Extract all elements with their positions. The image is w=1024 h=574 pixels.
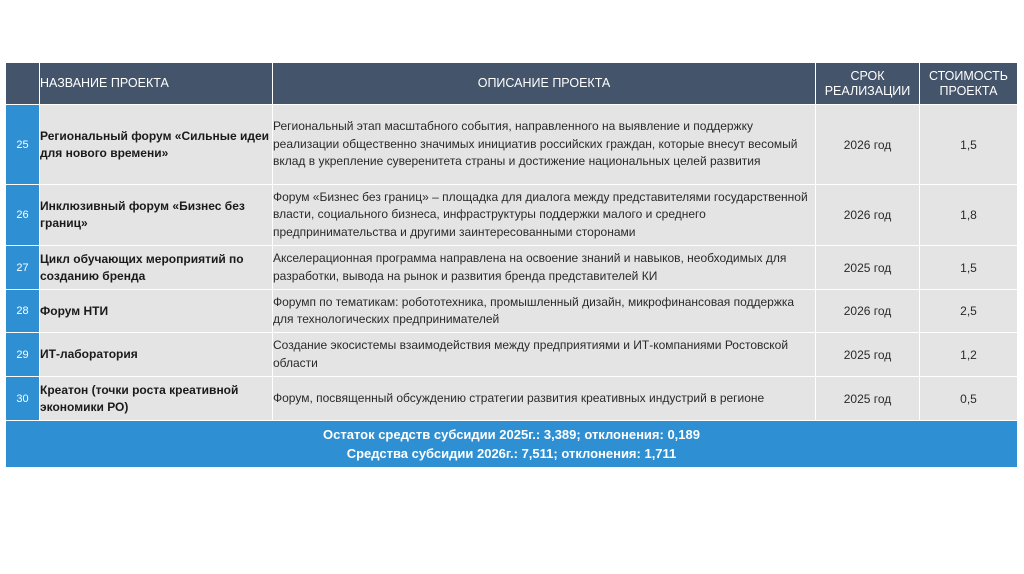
row-project-description: Региональный этап масштабного события, направленного на выявление и поддержку реализации общественно значимых инициатив российских граждан, которые внесут весомый вклад в укрепление суверенитета страны и достижение национальных целей развития	[273, 105, 816, 185]
row-cost: 1,2	[920, 333, 1018, 377]
row-cost: 1,5	[920, 105, 1018, 185]
row-project-name: Инклюзивный форум «Бизнес без границ»	[40, 185, 273, 246]
row-project-name: Региональный форум «Сильные идеи для нового времени»	[40, 105, 273, 185]
row-number: 29	[6, 333, 40, 377]
row-project-name: Цикл обучающих мероприятий по созданию бренда	[40, 246, 273, 290]
row-project-name: ИТ-лаборатория	[40, 333, 273, 377]
row-cost: 1,8	[920, 185, 1018, 246]
row-project-description: Форум «Бизнес без границ» – площадка для диалога между представителями государственной власти, социального бизнеса, инфраструктуры поддержки малого и среднего предпринимательства и другими заинтересованными сторонами	[273, 185, 816, 246]
row-project-name: Форум НТИ	[40, 290, 273, 333]
header-cost-line1: СТОИМОСТЬ	[929, 68, 1008, 83]
subsidy-summary	[6, 421, 1018, 468]
row-project-description: Форумп по тематикам: робототехника, промышленный дизайн, микрофинансовая поддержка для технологических предпринимателей	[273, 290, 816, 333]
row-cost: 0,5	[920, 377, 1018, 421]
row-term: 2026 год	[816, 290, 920, 333]
table-row	[6, 377, 1018, 421]
table-row	[6, 246, 1018, 290]
table-header-row	[6, 63, 1018, 105]
row-project-description: Создание экосистемы взаимодействия между предприятиями и ИТ-компаниями Ростовской области	[273, 333, 816, 377]
row-project-description: Акселерационная программа направлена на освоение знаний и навыков, необходимых для разработки, вывода на рынок и развития бренда представителей КИ	[273, 246, 816, 290]
table-row	[6, 185, 1018, 246]
header-term-line2: РЕАЛИЗАЦИИ	[824, 83, 911, 98]
row-cost: 1,5	[920, 246, 1018, 290]
row-number: 27	[6, 246, 40, 290]
table-row	[6, 290, 1018, 333]
row-number: 25	[6, 105, 40, 185]
row-term: 2025 год	[816, 246, 920, 290]
header-term-line1: СРОК	[850, 68, 885, 83]
row-cost: 2,5	[920, 290, 1018, 333]
row-project-name: Креатон (точки роста креативной экономики РО)	[40, 377, 273, 421]
header-term	[816, 63, 920, 105]
header-number	[6, 63, 40, 105]
row-project-description: Форум, посвященный обсуждению стратегии развития креативных индустрий в регионе	[273, 377, 816, 421]
row-term: 2026 год	[816, 185, 920, 246]
row-term: 2025 год	[816, 333, 920, 377]
row-number: 28	[6, 290, 40, 333]
row-number: 26	[6, 185, 40, 246]
table-row	[6, 105, 1018, 185]
header-cost-line2: ПРОЕКТА	[939, 83, 998, 98]
row-term: 2026 год	[816, 105, 920, 185]
table-row	[6, 333, 1018, 377]
row-term: 2025 год	[816, 377, 920, 421]
row-number: 30	[6, 377, 40, 421]
projects-table	[5, 62, 1018, 468]
subsidy-2025-summary: Остаток средств субсидии 2025г.: 3,389; отклонения: 0,189	[323, 427, 700, 442]
table-footer-row	[6, 421, 1018, 468]
header-project-description: ОПИСАНИЕ ПРОЕКТА	[273, 63, 816, 105]
subsidy-2026-summary: Средства субсидии 2026г.: 7,511; отклонения: 1,711	[346, 446, 677, 461]
header-project-name: НАЗВАНИЕ ПРОЕКТА	[40, 63, 273, 105]
header-cost	[920, 63, 1018, 105]
